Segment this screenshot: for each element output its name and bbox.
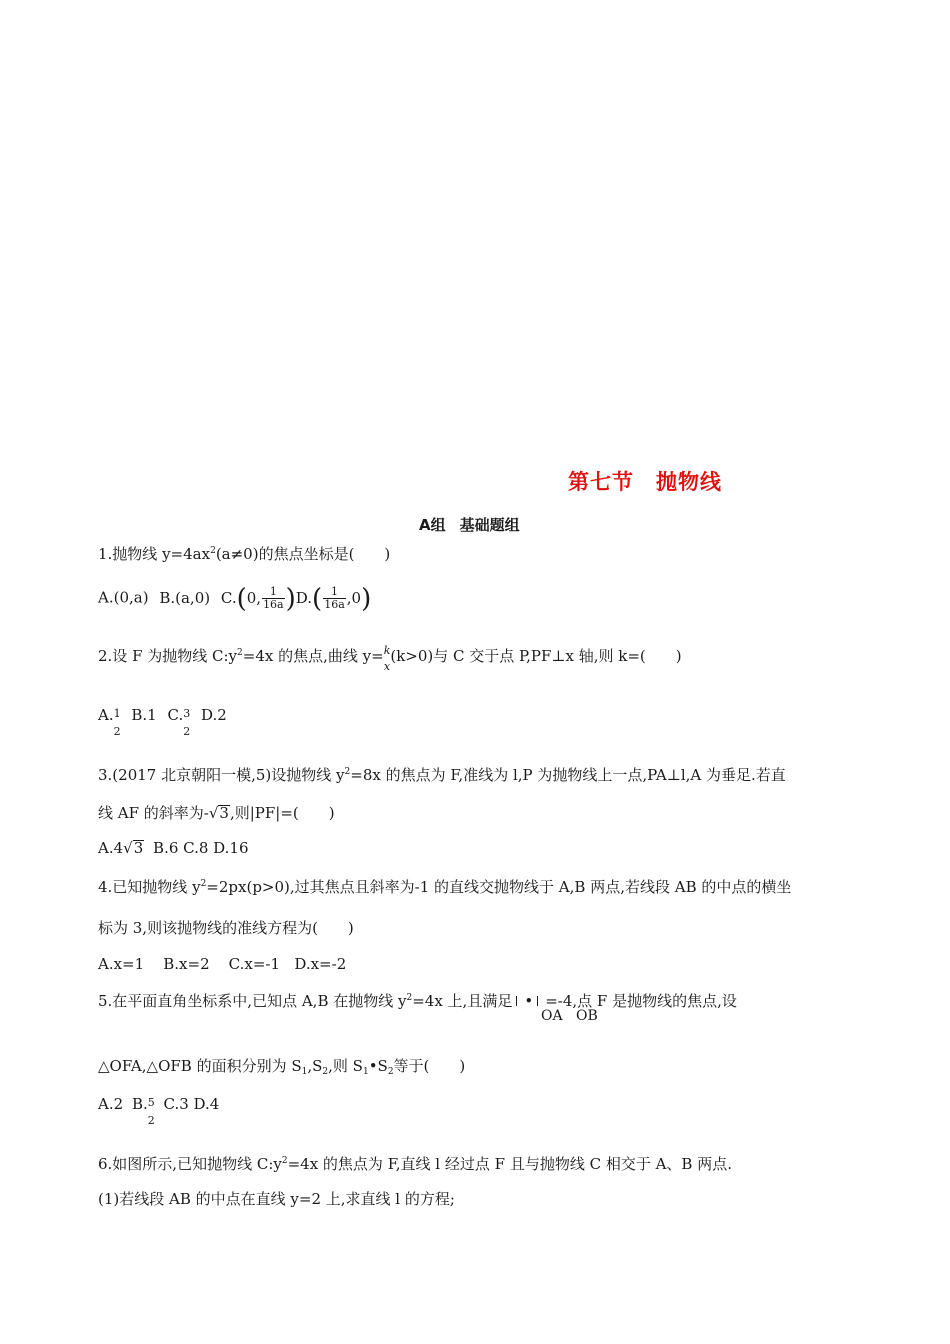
question-5-options: A.2 B. 5 2 C.3 D.4 <box>98 1095 220 1127</box>
q1-option-d: D.( $\frac{1}{16a}$ ,0) <box>295 583 372 614</box>
vector-oa-icon <box>512 994 524 1010</box>
q1-option-c: C.(0, $\frac{1}{16a}$ ) <box>220 583 296 614</box>
question-2-options: A. 1 2 B.1 C. 3 2 D.2 <box>98 706 227 738</box>
question-4-line-2: 标为 3,则该抛物线的准线方程为( ) <box>98 919 354 937</box>
question-6-part-1: (1)若线段 AB 的中点在直线 y=2 上,求直线 l 的方程; <box>98 1190 455 1208</box>
question-3-options: A.4√3 B.6 C.8 D.16 <box>98 839 249 857</box>
group-heading: A组 基础题组 <box>419 516 520 534</box>
question-4-options: A.x=1 B.x=2 C.x=-1 D.x=-2 <box>98 955 347 973</box>
q1-option-b: B.(a,0) <box>159 588 211 607</box>
section-title: 第七节 抛物线 <box>568 470 722 494</box>
vector-oa-label: OA <box>541 1008 563 1024</box>
question-3-line-2: 线 AF 的斜率为-√3,则|PF|=( ) <box>98 804 335 822</box>
question-1-stem: 1.抛物线 $y=4ax^2(a\ne 0)$的焦点坐标是( ) <box>98 545 391 563</box>
question-5-line-2: △OFA,△OFB 的面积分别为 $S_1,S_2$,则 $S_1•S_2$等于( ) <box>98 1057 466 1077</box>
question-4-line-1: 4.已知抛物线 $y^2=2px(p>0)$,过其焦点且斜率为-1 的直线交抛物线于 A,B 两点,若线段 AB 的中点的横坐 <box>98 878 792 896</box>
question-5-line-1: 5.在平面直角坐标系中,已知点 A,B 在抛物线 $y^2=4x$ 上,且满足 • =-4,点 F 是抛物线的焦点,设 <box>98 992 737 1010</box>
question-2-stem: 2.设 F 为抛物线 $C:y^2=4x$ 的焦点,曲线 y= k x (k>0)与 C 交于点 P,PF⊥x 轴,则 k=( ) <box>98 644 682 673</box>
q1-option-a: A.(0,a) <box>98 588 149 607</box>
question-6-stem: 6.如图所示,已知抛物线 $C:y^2=4x$ 的焦点为 F,直线 l 经过点 F 且与抛物线 C 相交于 A、B 两点. <box>98 1155 732 1173</box>
question-1-options <box>98 583 372 614</box>
question-3-line-1: 3.(2017 北京朝阳一模,5)设抛物线 $y^2=8x$ 的焦点为 F,准线为 l,P 为抛物线上一点,PA⊥l,A 为垂足.若直 <box>98 766 786 784</box>
vector-ob-label: OB <box>576 1008 598 1024</box>
